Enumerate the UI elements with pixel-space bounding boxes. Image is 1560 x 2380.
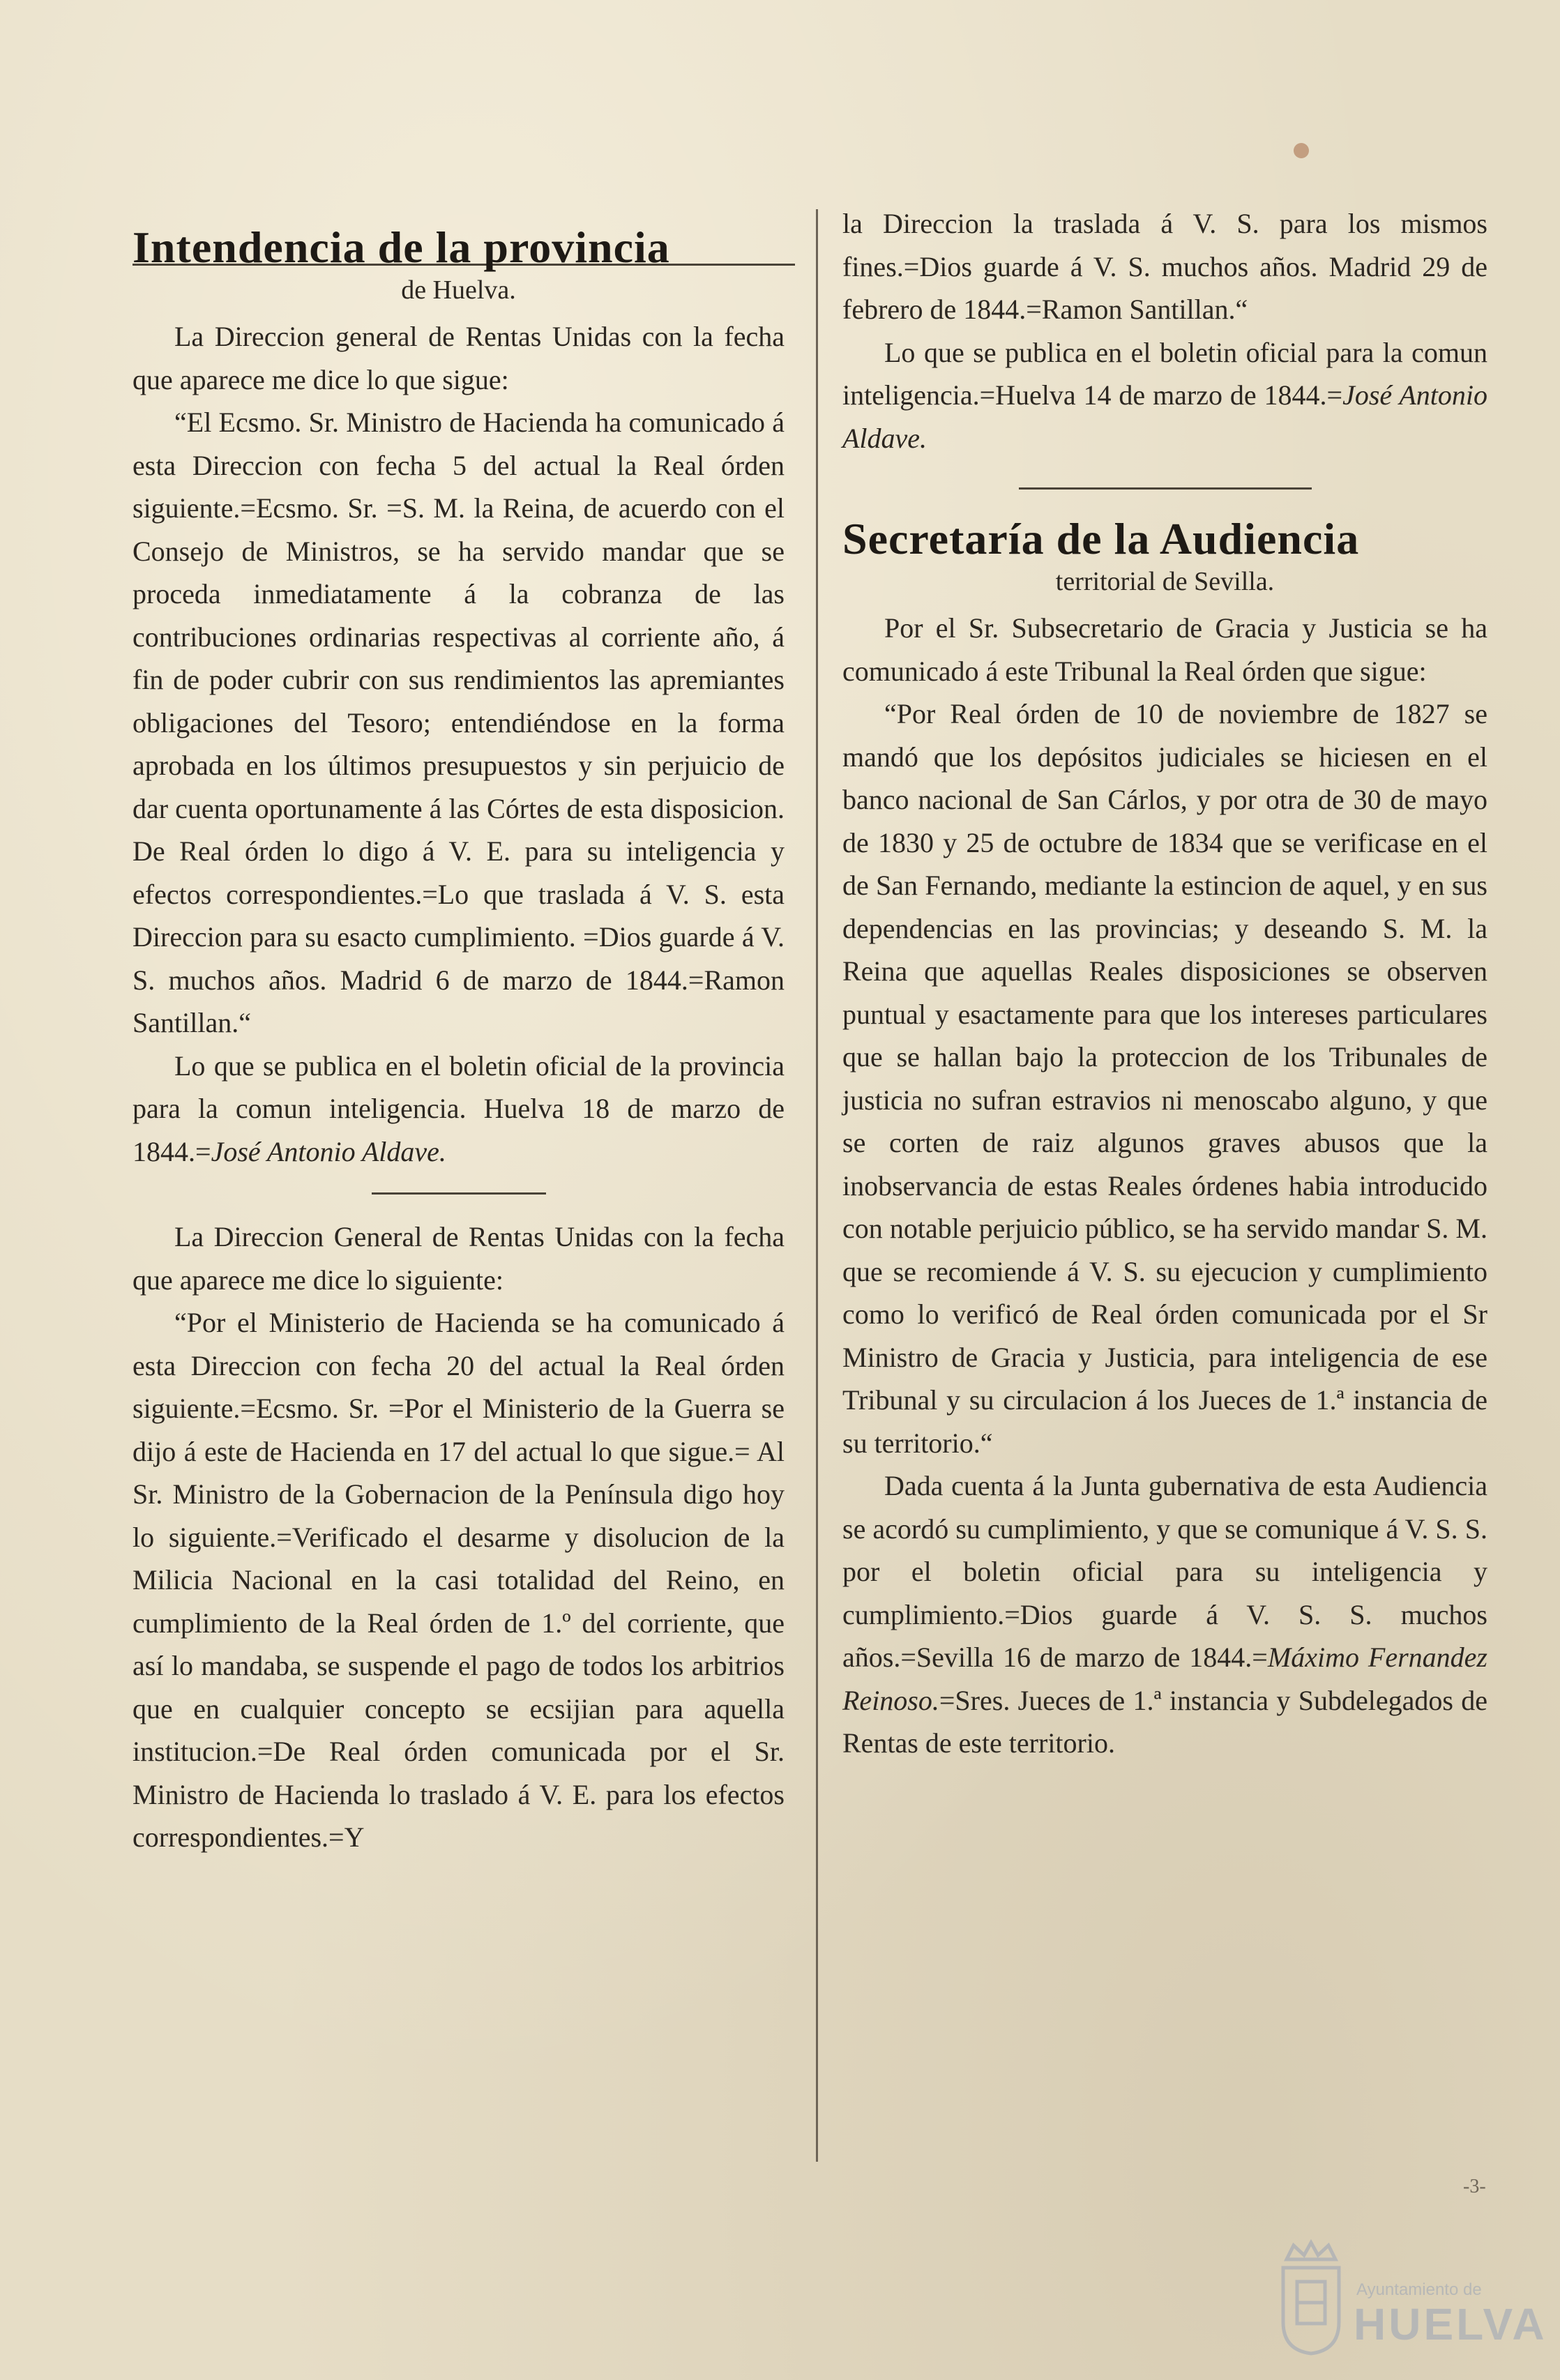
section-subtitle-sevilla: territorial de Sevilla. [1055,567,1275,597]
closing-paragraph [842,1464,1487,1765]
section-separator [372,1192,546,1195]
ayuntamiento-watermark [1273,2238,1547,2364]
page-mark: -3- [1463,2176,1486,2197]
watermark-small-text: Ayuntamiento de [1356,2280,1482,2299]
signature: José Antonio Aldave. [211,1135,446,1167]
watermark-big-text: HUELVA [1354,2299,1547,2349]
left-column [132,202,785,1859]
paragraph: “El Ecsmo. Sr. Ministro de Hacienda ha comunicado á esta Direccion con fecha 5 del actual la Real órden siguiente.=Ecsmo. Sr. =S. M. la Reina, de acuerdo con el Consejo de Ministros, se ha servido mandar que se proceda inmediatamente á la cobranza de las contribuciones ordinarias respectivas al corriente año, á fin de poder cubrir con sus rendimientos las apremiantes obligaciones del Tesoro; entendiéndose en la forma aprobada en los últimos presupuestos y sin perjuicio de dar cuenta oportunamente á las Córtes de esta disposicion. De Real órden lo digo á V. E. para su inteligencia y efectos correspondientes.=Lo que traslada á V. S. esta Direccion para su esacto cumplimiento. =Dios guarde á V. S. muchos años. Madrid 6 de marzo de 1844.=Ramon Santillan.“ [132,407,785,1039]
closing-text: Lo que se publica en el boletin oficial de la provincia para la comun inteligencia. Huelva 18 de marzo de 1844.= [132,1049,785,1167]
section-title-secretaria: Secretaría de la Audiencia [842,514,1360,563]
closing-paragraph [842,331,1487,460]
signature: José Antonio Aldave. [842,379,1488,454]
ink-stain [1294,143,1309,158]
section-separator [1019,487,1312,490]
continuation-paragraph: la Direccion la traslada á V. S. para los mismos fines.=Dios guarde á V. S. muchos años. Madrid 29 de febrero de 1844.=Ramon Santillan.“ [842,208,1487,325]
closing-text: Dada cuenta á la Junta gubernativa de esta Audiencia se acordó su cumplimiento, y que se comunique á V. S. S. por el boletin oficial para su inteligencia y cumplimiento.=Dios guarde á V. S. S. muchos años.=Sevilla 16 de marzo de 1844.= [842,1470,1487,1674]
coat-of-arms-icon [1273,2238,1349,2357]
column-divider [816,209,818,2162]
section-title-intendencia: Intendencia de la provincia [132,222,670,272]
section-subtitle-huelva: de Huelva. [401,275,516,305]
closing-text: Lo que se publica en el boletin oficial para la comun inteligencia.=Huelva 14 de marzo de 1844.= [842,336,1487,411]
closing-paragraph [132,1045,785,1174]
closing-tail: =Sres. Jueces de 1.ª instancia y Subdelegados de Rentas de este territorio. [842,1684,1487,1759]
paragraph: La Direccion General de Rentas Unidas con la fecha que aparece me dice lo siguiente: [132,1221,785,1296]
right-column [842,202,1487,1765]
signature: Máximo Fernandez Reinoso. [842,1642,1487,1716]
paragraph: Por el Sr. Subsecretario de Gracia y Justicia se ha comunicado á este Tribunal la Real órden que sigue: [842,612,1487,687]
paragraph: La Direccion general de Rentas Unidas con la fecha que aparece me dice lo que sigue: [132,321,785,395]
paragraph: “Por el Ministerio de Hacienda se ha comunicado á esta Direccion con fecha 20 del actual la Real órden siguiente.=Ecsmo. Sr. =Por el Ministerio de la Guerra se dijo á este de Hacienda en 17 del actual lo que sigue.= Al Sr. Ministro de la Gobernacion de la Península digo hoy lo siguiente.=Verificado el desarme y disolucion de la Milicia Nacional en la casi totalidad del Reino, en cumplimiento de la Real órden de 1.º del corriente, que así lo mandaba, se suspende el pago de todos los arbitrios que en cualquier concepto se ecsijian para aquella institucion.=De Real órden comunicada por el Sr. Ministro de Hacienda lo traslado á V. E. para los efectos correspondientes.=Y [132,1307,785,1854]
paragraph: “Por Real órden de 10 de noviembre de 1827 se mandó que los depósitos judiciales se hiciesen en el banco nacional de San Cárlos, y por otra de 30 de mayo de 1830 y 25 de octubre de 1834 que se verificase en el de San Fernando, mediante la estincion de aquel, y en sus dependencias en las provincias; y deseando S. M. la Reina que aquellas Reales disposiciones se observen puntual y esactamente para que los intereses particulares que se hallan bajo la proteccion de los Tribunales de justicia no sufran estravios ni menoscabo alguno, y que se corten de raiz algunos graves abusos que la inobservancia de estas Reales órdenes habia introducido con notable perjuicio público, se ha servido mandar S. M. que se recomiende á V. S. su ejecucion y cumplimiento como lo verificó de Real órden comunicada por el Sr Ministro de Gracia y Justicia, para inteligencia de ese Tribunal y su circulacion á los Jueces de 1.ª instancia de su territorio.“ [842,698,1487,1459]
